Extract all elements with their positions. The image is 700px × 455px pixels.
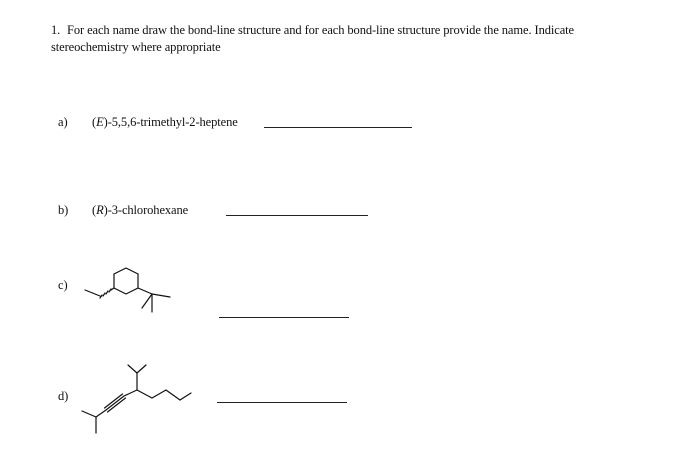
- item-d-structure: [80, 355, 195, 435]
- question-text-line2: stereochemistry where appropriate: [51, 40, 221, 54]
- item-b-answer-line[interactable]: [226, 215, 368, 216]
- item-d-answer-line[interactable]: [217, 402, 347, 403]
- bond-line-structure-d: [80, 355, 195, 435]
- item-d-label: d): [58, 389, 69, 403]
- item-a-answer-line[interactable]: [264, 127, 412, 128]
- question-number: 1.: [51, 23, 61, 37]
- item-a-name: (E)-5,5,6-trimethyl-2-heptene: [92, 115, 238, 129]
- item-b-name: (R)-3-chlorohexane: [92, 203, 189, 217]
- bond-line-structure-c: [80, 260, 180, 315]
- item-a-label: a): [58, 115, 68, 129]
- item-c-answer-line[interactable]: [219, 317, 349, 318]
- item-c-label: c): [58, 278, 68, 292]
- item-c-structure: [80, 260, 180, 315]
- item-b-label: b): [58, 203, 69, 217]
- question-text-line1: For each name draw the bond-line structure and for each bond-line structure provide the name. Indicate: [67, 23, 574, 37]
